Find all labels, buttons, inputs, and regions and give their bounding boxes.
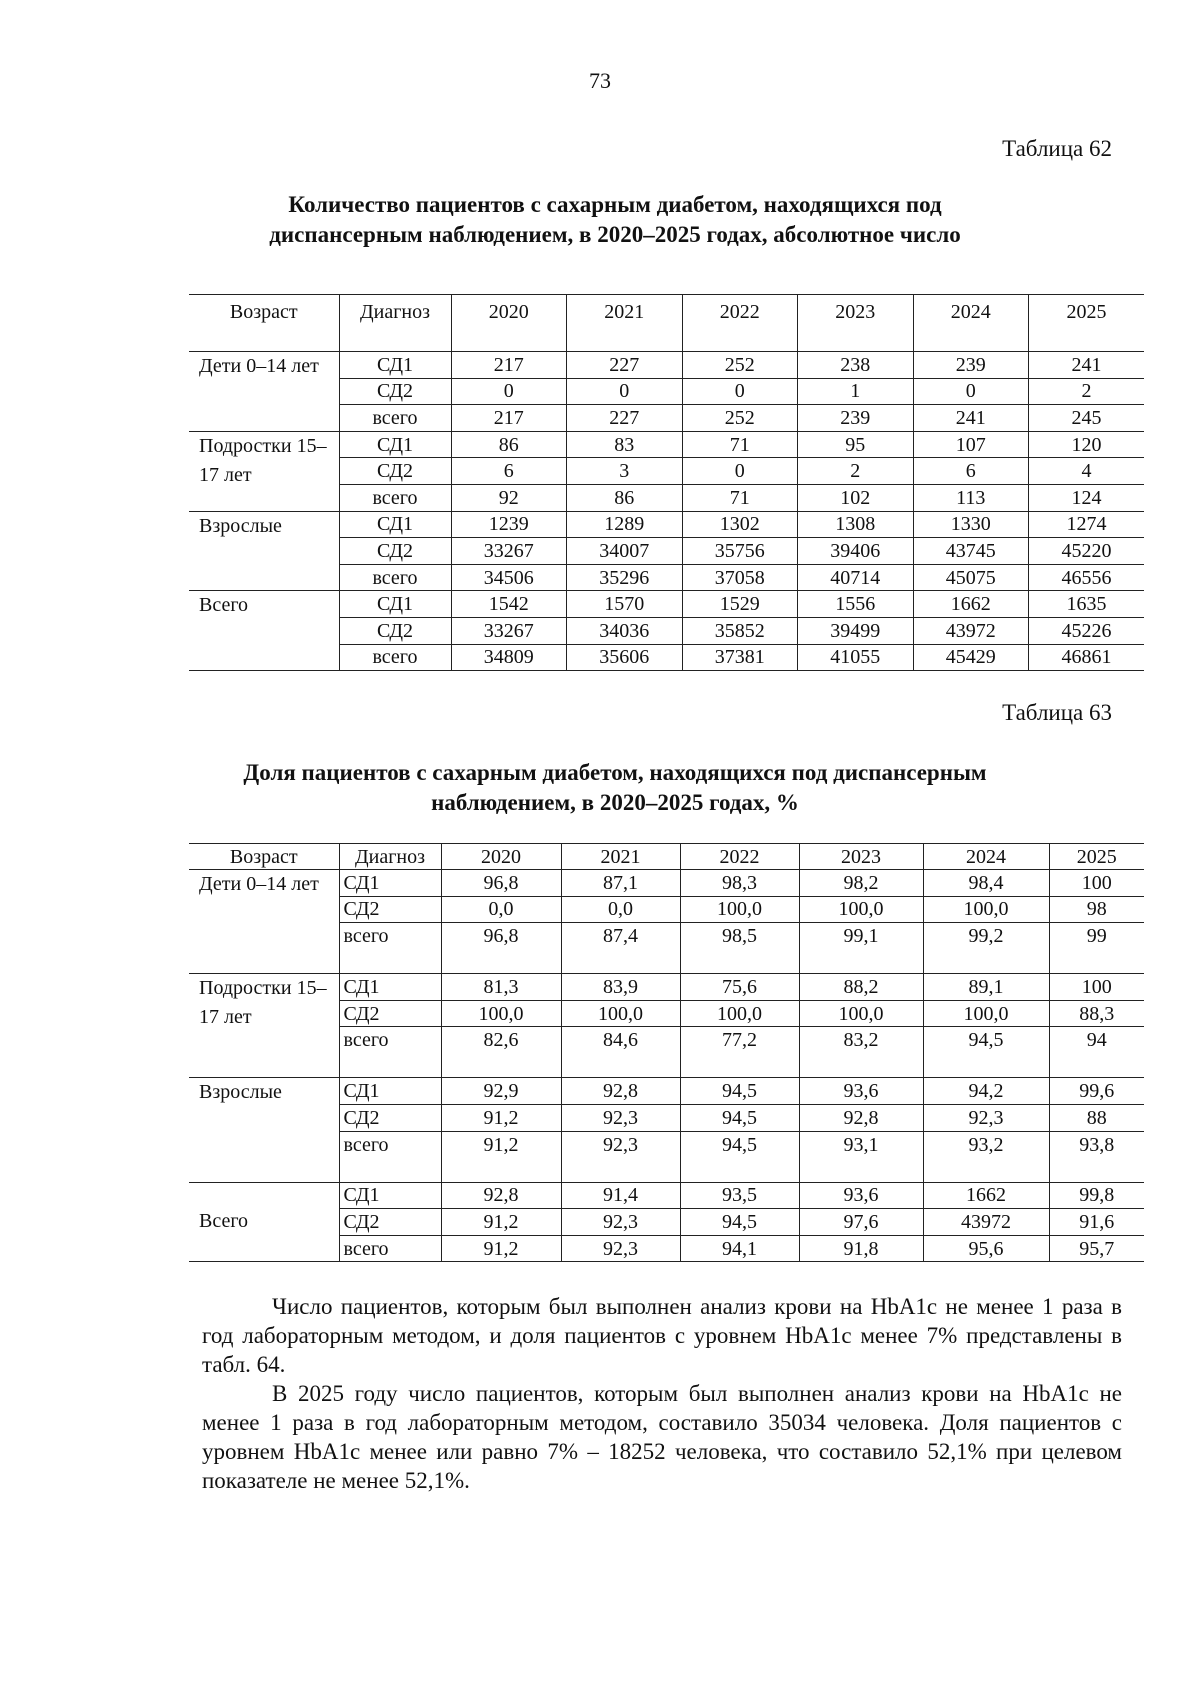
value-cell: 46556 <box>1029 564 1145 591</box>
table-63 <box>189 843 1144 1262</box>
diagnosis-cell: всего <box>339 1131 441 1182</box>
header-cell: 2024 <box>923 844 1049 870</box>
value-cell: 93,1 <box>799 1131 923 1182</box>
value-cell: 89,1 <box>923 974 1049 1001</box>
value-cell: 37381 <box>682 644 798 671</box>
value-cell: 98,5 <box>680 923 799 974</box>
value-cell: 1 <box>798 378 914 405</box>
table-row <box>189 352 1144 379</box>
header-cell: 2020 <box>451 295 567 352</box>
value-cell: 227 <box>567 352 683 379</box>
table-62-title-line1: Количество пациентов с сахарным диабетом, находящихся под <box>288 192 942 217</box>
value-cell: 4 <box>1029 458 1145 485</box>
value-cell: 82,6 <box>441 1027 561 1078</box>
value-cell: 92,8 <box>441 1182 561 1209</box>
value-cell: 252 <box>682 352 798 379</box>
value-cell: 241 <box>1029 352 1145 379</box>
value-cell: 99,6 <box>1049 1078 1144 1105</box>
value-cell: 227 <box>567 405 683 432</box>
value-cell: 45226 <box>1029 617 1145 644</box>
table-row <box>189 1078 1144 1105</box>
diagnosis-cell: всего <box>339 923 441 974</box>
value-cell: 100 <box>1049 870 1144 897</box>
value-cell: 1239 <box>451 511 567 538</box>
value-cell: 92,3 <box>561 1104 680 1131</box>
table-row <box>189 591 1144 618</box>
value-cell: 0 <box>682 458 798 485</box>
value-cell: 39406 <box>798 538 914 565</box>
page-number: 73 <box>589 68 611 93</box>
value-cell: 0 <box>567 378 683 405</box>
age-group-cell: Взрослые <box>189 511 339 591</box>
header-cell: 2025 <box>1029 295 1145 352</box>
value-cell: 94,5 <box>680 1078 799 1105</box>
diagnosis-cell: всего <box>339 564 451 591</box>
age-group-cell: Дети 0–14 лет <box>189 352 339 432</box>
age-group-cell: Всего <box>189 1182 339 1262</box>
value-cell: 94,5 <box>923 1027 1049 1078</box>
value-cell: 102 <box>798 484 914 511</box>
value-cell: 97,6 <box>799 1209 923 1236</box>
value-cell: 241 <box>913 405 1029 432</box>
value-cell: 238 <box>798 352 914 379</box>
table-row <box>189 511 1144 538</box>
value-cell: 33267 <box>451 617 567 644</box>
value-cell: 34007 <box>567 538 683 565</box>
value-cell: 100,0 <box>799 1000 923 1027</box>
value-cell: 0 <box>682 378 798 405</box>
value-cell: 98,4 <box>923 870 1049 897</box>
value-cell: 34506 <box>451 564 567 591</box>
value-cell: 1308 <box>798 511 914 538</box>
value-cell: 87,4 <box>561 923 680 974</box>
value-cell: 1302 <box>682 511 798 538</box>
value-cell: 100,0 <box>680 1000 799 1027</box>
value-cell: 113 <box>913 484 1029 511</box>
value-cell: 92,3 <box>561 1209 680 1236</box>
table-62 <box>189 294 1144 671</box>
header-cell: 2023 <box>798 295 914 352</box>
value-cell: 83,9 <box>561 974 680 1001</box>
diagnosis-cell: СД1 <box>339 352 451 379</box>
value-cell: 43972 <box>913 617 1029 644</box>
value-cell: 3 <box>567 458 683 485</box>
value-cell: 35852 <box>682 617 798 644</box>
diagnosis-cell: СД2 <box>339 458 451 485</box>
value-cell: 75,6 <box>680 974 799 1001</box>
value-cell: 88,2 <box>799 974 923 1001</box>
value-cell: 95 <box>798 431 914 458</box>
value-cell: 94,5 <box>680 1104 799 1131</box>
body-text <box>202 1292 1122 1495</box>
value-cell: 239 <box>913 352 1029 379</box>
value-cell: 98 <box>1049 896 1144 923</box>
table-row <box>189 1182 1144 1209</box>
value-cell: 83 <box>567 431 683 458</box>
value-cell: 96,8 <box>441 870 561 897</box>
value-cell: 45220 <box>1029 538 1145 565</box>
value-cell: 43745 <box>913 538 1029 565</box>
paragraph-1: Число пациентов, которым был выполнен анализ крови на HbA1c не менее 1 раза в год лабораторным методом, и доля пациентов с уровнем HbA1c менее 7% представлены в табл. 64. <box>202 1294 1122 1377</box>
diagnosis-cell: всего <box>339 1027 441 1078</box>
value-cell: 2 <box>1029 378 1145 405</box>
value-cell: 100,0 <box>561 1000 680 1027</box>
diagnosis-cell: всего <box>339 1235 441 1262</box>
value-cell: 84,6 <box>561 1027 680 1078</box>
table-row <box>189 974 1144 1001</box>
value-cell: 0 <box>451 378 567 405</box>
header-cell: 2021 <box>561 844 680 870</box>
value-cell: 46861 <box>1029 644 1145 671</box>
header-cell: 2023 <box>799 844 923 870</box>
value-cell: 43972 <box>923 1209 1049 1236</box>
value-cell: 91,8 <box>799 1235 923 1262</box>
value-cell: 91,4 <box>561 1182 680 1209</box>
age-group-cell: Взрослые <box>189 1078 339 1182</box>
value-cell: 93,6 <box>799 1182 923 1209</box>
value-cell: 87,1 <box>561 870 680 897</box>
value-cell: 245 <box>1029 405 1145 432</box>
value-cell: 35296 <box>567 564 683 591</box>
value-cell: 99 <box>1049 923 1144 974</box>
value-cell: 94 <box>1049 1027 1144 1078</box>
value-cell: 100,0 <box>799 896 923 923</box>
value-cell: 92,8 <box>799 1104 923 1131</box>
value-cell: 217 <box>451 352 567 379</box>
value-cell: 107 <box>913 431 1029 458</box>
diagnosis-cell: СД1 <box>339 591 451 618</box>
value-cell: 120 <box>1029 431 1145 458</box>
table-62-header-row <box>189 295 1144 352</box>
diagnosis-cell: СД1 <box>339 511 451 538</box>
value-cell: 217 <box>451 405 567 432</box>
diagnosis-cell: СД1 <box>339 431 451 458</box>
value-cell: 34036 <box>567 617 683 644</box>
value-cell: 41055 <box>798 644 914 671</box>
value-cell: 0 <box>913 378 1029 405</box>
value-cell: 96,8 <box>441 923 561 974</box>
value-cell: 1662 <box>913 591 1029 618</box>
table-62-title-line2: диспансерным наблюдением, в 2020–2025 годах, абсолютное число <box>269 222 961 247</box>
table-63-body <box>189 870 1144 1262</box>
value-cell: 100,0 <box>923 896 1049 923</box>
value-cell: 100 <box>1049 974 1144 1001</box>
table-row <box>189 870 1144 897</box>
value-cell: 2 <box>798 458 914 485</box>
value-cell: 91,2 <box>441 1209 561 1236</box>
paragraph-2: В 2025 году число пациентов, которым был выполнен анализ крови на HbA1c не менее 1 раза в год лабораторным методом, составило 35034 человека. Доля пациентов с уровнем HbA1c менее или равно 7% – 18252 человека, что составило 52,1% при целевом показателе не менее 52,1%. <box>202 1381 1122 1493</box>
header-cell: 2020 <box>441 844 561 870</box>
value-cell: 95,7 <box>1049 1235 1144 1262</box>
diagnosis-cell: СД1 <box>339 1182 441 1209</box>
header-cell: 2024 <box>913 295 1029 352</box>
value-cell: 1542 <box>451 591 567 618</box>
value-cell: 91,2 <box>441 1131 561 1182</box>
value-cell: 93,6 <box>799 1078 923 1105</box>
value-cell: 83,2 <box>799 1027 923 1078</box>
header-cell: 2021 <box>567 295 683 352</box>
value-cell: 91,6 <box>1049 1209 1144 1236</box>
value-cell: 0,0 <box>441 896 561 923</box>
diagnosis-cell: СД1 <box>339 1078 441 1105</box>
diagnosis-cell: СД2 <box>339 1104 441 1131</box>
diagnosis-cell: СД2 <box>339 896 441 923</box>
value-cell: 39499 <box>798 617 914 644</box>
header-cell: Возраст <box>189 295 339 352</box>
value-cell: 86 <box>451 431 567 458</box>
value-cell: 94,1 <box>680 1235 799 1262</box>
table-row <box>189 431 1144 458</box>
value-cell: 71 <box>682 431 798 458</box>
diagnosis-cell: СД1 <box>339 974 441 1001</box>
table-62-body <box>189 352 1144 671</box>
value-cell: 92 <box>451 484 567 511</box>
value-cell: 1529 <box>682 591 798 618</box>
value-cell: 6 <box>451 458 567 485</box>
value-cell: 99,1 <box>799 923 923 974</box>
value-cell: 86 <box>567 484 683 511</box>
value-cell: 98,3 <box>680 870 799 897</box>
value-cell: 33267 <box>451 538 567 565</box>
diagnosis-cell: СД2 <box>339 378 451 405</box>
value-cell: 100,0 <box>680 896 799 923</box>
value-cell: 35606 <box>567 644 683 671</box>
diagnosis-cell: СД2 <box>339 538 451 565</box>
value-cell: 1635 <box>1029 591 1145 618</box>
value-cell: 93,8 <box>1049 1131 1144 1182</box>
value-cell: 92,3 <box>923 1104 1049 1131</box>
value-cell: 1556 <box>798 591 914 618</box>
value-cell: 124 <box>1029 484 1145 511</box>
header-cell: Возраст <box>189 844 339 870</box>
value-cell: 94,2 <box>923 1078 1049 1105</box>
value-cell: 45429 <box>913 644 1029 671</box>
age-group-cell: Дети 0–14 лет <box>189 870 339 974</box>
value-cell: 1570 <box>567 591 683 618</box>
value-cell: 77,2 <box>680 1027 799 1078</box>
header-cell: 2022 <box>682 295 798 352</box>
header-cell: Диагноз <box>339 844 441 870</box>
table-63-title-line1: Доля пациентов с сахарным диабетом, находящихся под диспансерным <box>243 760 987 785</box>
diagnosis-cell: всего <box>339 405 451 432</box>
table-63-title-line2: наблюдением, в 2020–2025 годах, % <box>431 790 799 815</box>
value-cell: 91,2 <box>441 1235 561 1262</box>
value-cell: 88,3 <box>1049 1000 1144 1027</box>
value-cell: 92,8 <box>561 1078 680 1105</box>
diagnosis-cell: СД2 <box>339 617 451 644</box>
value-cell: 252 <box>682 405 798 432</box>
value-cell: 1330 <box>913 511 1029 538</box>
value-cell: 99,8 <box>1049 1182 1144 1209</box>
value-cell: 0,0 <box>561 896 680 923</box>
age-group-cell: Всего <box>189 591 339 671</box>
table-62-title <box>150 190 1080 250</box>
value-cell: 99,2 <box>923 923 1049 974</box>
table-63-label: Таблица 63 <box>1002 700 1112 725</box>
table-63-header-row <box>189 844 1144 870</box>
diagnosis-cell: СД2 <box>339 1000 441 1027</box>
value-cell: 81,3 <box>441 974 561 1001</box>
value-cell: 40714 <box>798 564 914 591</box>
value-cell: 1289 <box>567 511 683 538</box>
table-62-label: Таблица 62 <box>1002 136 1112 161</box>
value-cell: 6 <box>913 458 1029 485</box>
value-cell: 95,6 <box>923 1235 1049 1262</box>
value-cell: 92,3 <box>561 1131 680 1182</box>
header-cell: 2025 <box>1049 844 1144 870</box>
value-cell: 239 <box>798 405 914 432</box>
value-cell: 92,9 <box>441 1078 561 1105</box>
value-cell: 88 <box>1049 1104 1144 1131</box>
value-cell: 35756 <box>682 538 798 565</box>
value-cell: 100,0 <box>923 1000 1049 1027</box>
table-63-title <box>150 758 1080 818</box>
value-cell: 71 <box>682 484 798 511</box>
value-cell: 93,5 <box>680 1182 799 1209</box>
value-cell: 94,5 <box>680 1209 799 1236</box>
diagnosis-cell: всего <box>339 484 451 511</box>
value-cell: 1662 <box>923 1182 1049 1209</box>
value-cell: 100,0 <box>441 1000 561 1027</box>
diagnosis-cell: СД1 <box>339 870 441 897</box>
diagnosis-cell: СД2 <box>339 1209 441 1236</box>
value-cell: 45075 <box>913 564 1029 591</box>
age-group-cell: Подростки 15–17 лет <box>189 431 339 511</box>
header-cell: Диагноз <box>339 295 451 352</box>
value-cell: 98,2 <box>799 870 923 897</box>
value-cell: 92,3 <box>561 1235 680 1262</box>
header-cell: 2022 <box>680 844 799 870</box>
value-cell: 93,2 <box>923 1131 1049 1182</box>
value-cell: 94,5 <box>680 1131 799 1182</box>
value-cell: 1274 <box>1029 511 1145 538</box>
diagnosis-cell: всего <box>339 644 451 671</box>
age-group-cell: Подростки 15–17 лет <box>189 974 339 1078</box>
value-cell: 91,2 <box>441 1104 561 1131</box>
value-cell: 37058 <box>682 564 798 591</box>
value-cell: 34809 <box>451 644 567 671</box>
